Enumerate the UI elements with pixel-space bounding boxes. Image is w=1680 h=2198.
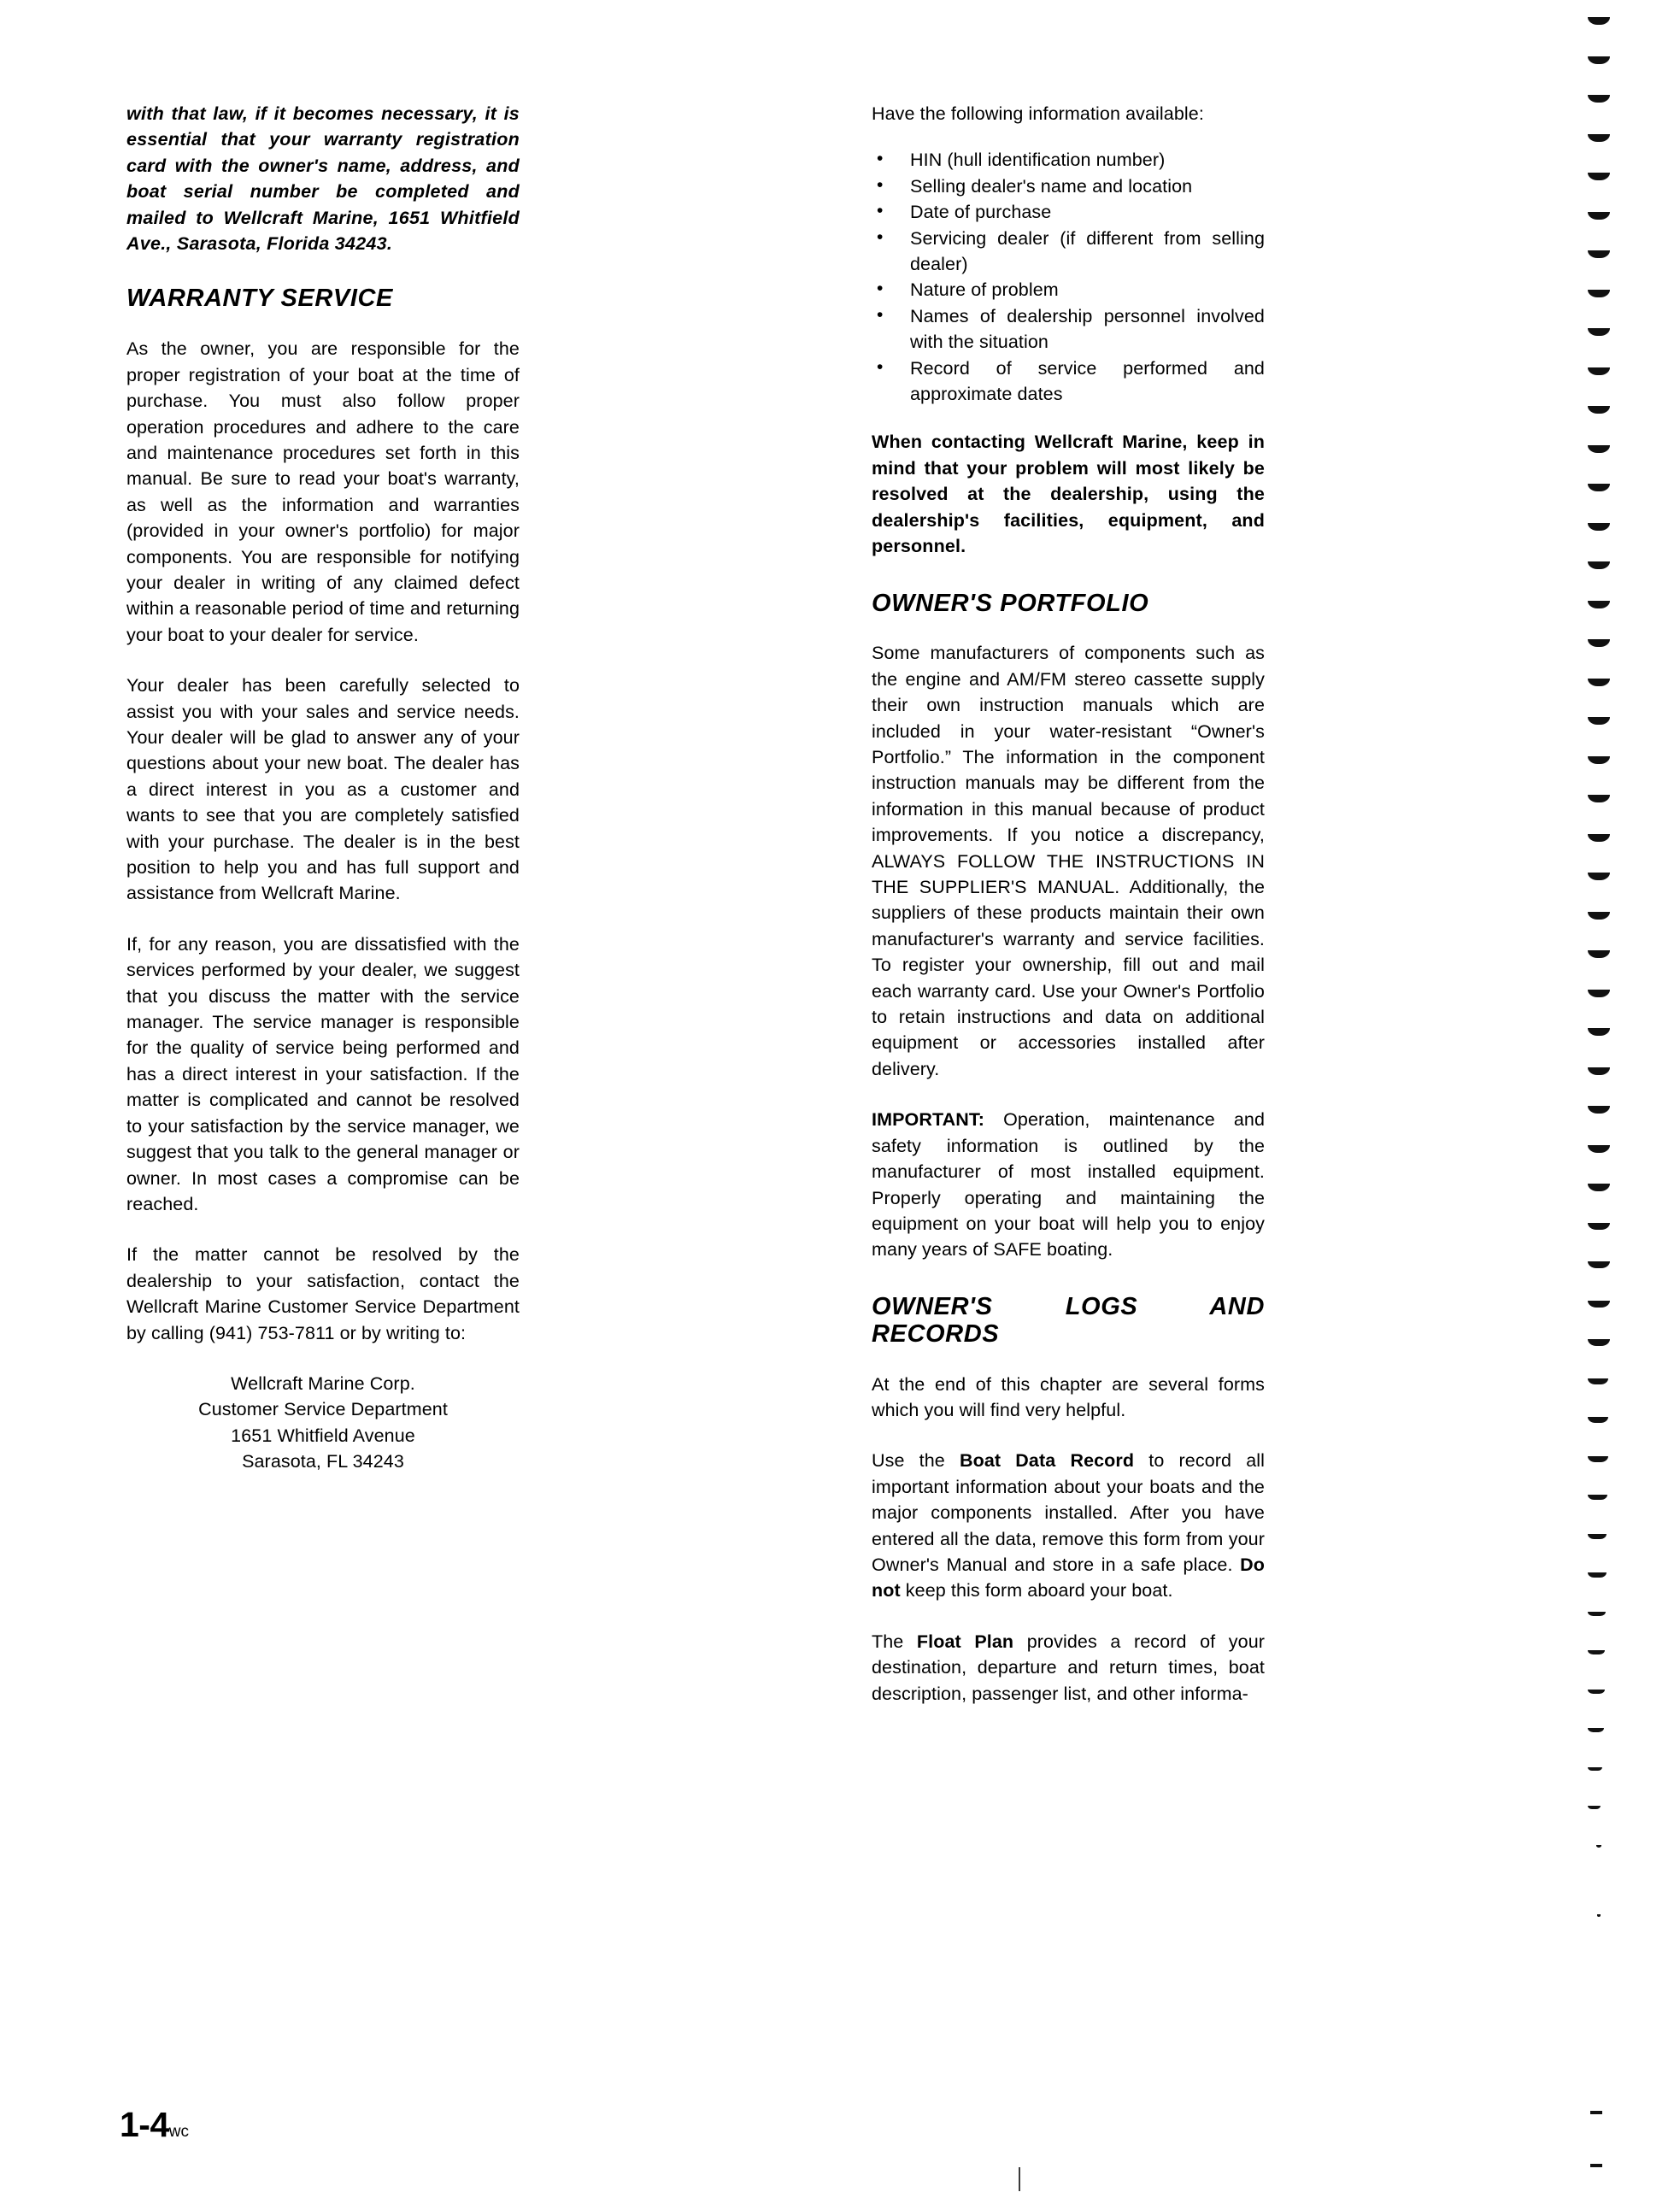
binding-hole-icon (1588, 1067, 1610, 1075)
binding-hole-icon (1588, 1339, 1610, 1346)
binding-hole-icon (1588, 601, 1610, 608)
float-plan-post: provides a record of your destination, departure and return times, boat description, passenger list, and other informa- (872, 1631, 1266, 1704)
address-line: 1651 Whitfield Avenue (231, 1425, 415, 1446)
binding-hole-icon (1588, 1572, 1607, 1578)
binding-hole-icon (1588, 56, 1610, 64)
binding-hole-icon (1588, 990, 1610, 997)
binding-hole-icon (1588, 1223, 1610, 1230)
binding-hole-icon (1590, 2111, 1602, 2114)
binding-hole-icon (1588, 523, 1610, 531)
binding-hole-icon (1588, 484, 1610, 491)
binding-hole-icon (1588, 873, 1610, 880)
binding-hole-icon (1588, 1728, 1604, 1732)
binding-hole-icon (1596, 1845, 1601, 1848)
binding-hole-icon (1597, 1914, 1601, 1917)
binding-hole-icon (1588, 1301, 1610, 1308)
binding-hole-icon (1588, 561, 1610, 569)
float-plan-pre: The (872, 1631, 917, 1652)
float-plan-paragraph (872, 1629, 1265, 1707)
binding-hole-icon (1588, 1261, 1610, 1268)
binding-hole-icon (1588, 834, 1610, 842)
heading-owners-portfolio: OWNER'S PORTFOLIO (872, 589, 1149, 617)
binding-hole-icon (1588, 639, 1610, 647)
boat-data-pre: Use the (872, 1450, 960, 1472)
list-item: • Servicing dealer (if different from selling dealer) (872, 226, 1265, 278)
binding-hole-icon (1588, 367, 1610, 375)
do-not-emphasis: Do not (872, 1554, 1265, 1601)
binding-hole-icon (1588, 134, 1610, 142)
binding-hole-icon (1588, 1767, 1602, 1771)
binding-hole-icon (1590, 2164, 1602, 2167)
binding-hole-icon (1588, 173, 1610, 180)
binding-hole-icon (1588, 17, 1610, 25)
list-item: • Names of dealership personnel involved with the situation (872, 303, 1265, 356)
binding-hole-icon (1588, 1612, 1606, 1616)
binding-hole-icon (1588, 328, 1610, 336)
binding-hole-icon (1588, 1650, 1605, 1654)
heading-owners-logs-and-records: OWNER'S LOGS AND RECORDS (872, 1292, 1265, 1348)
boat-data-record-paragraph (872, 1448, 1265, 1603)
binding-hole-icon (1588, 756, 1610, 764)
important-text: Operation, maintenance and safety information is outlined by the manufacturer of most installed equipment. Properly operating and maintaining the equipment on your boat will help you to enjoy many years of SAFE boating. (872, 1109, 1265, 1261)
folio-suffix: wc (168, 2123, 189, 2141)
right-text-column (872, 101, 1265, 1731)
binding-hole-icon (1588, 795, 1610, 802)
binding-hole-icon (1588, 1806, 1601, 1809)
binding-hole-icon (1588, 1495, 1607, 1500)
binding-hole-icon (1588, 212, 1610, 220)
continued-paragraph: with that law, if it becomes necessary, it is essential that your warranty registration card with the owner's name, address, and boat serial number be completed and mailed to Wellcraft Marine, 1651 Whitfield Ave., Sarasota, Florida 34243. (126, 103, 520, 255)
address-line: Wellcraft Marine Corp. (231, 1372, 415, 1394)
important-label: IMPORTANT: (872, 1109, 984, 1131)
address-line: Customer Service Department (198, 1399, 448, 1420)
important-paragraph (872, 1107, 1265, 1262)
warranty-paragraph-1: As the owner, you are responsible for the proper registration of your boat at the time of purchase. You must also follow proper operation procedures and adhere to the care and maintenance procedures set forth in this manual. Be sure to read your boat's warranty, as well as the information and warranties (provided in your owner's portfolio) for major components. You are responsible for notifying your dealer in writing of any claimed defect within a reasonable period of time and returning your boat to your dealer for service. (126, 338, 520, 645)
binding-hole-icon (1588, 250, 1610, 258)
binding-hole-icon (1588, 717, 1610, 725)
spiral-binding-marks (1564, 0, 1680, 2198)
customer-service-address-block (126, 1371, 520, 1475)
boat-data-record-label: Boat Data Record (960, 1450, 1135, 1472)
binding-hole-icon (1588, 1145, 1610, 1153)
warranty-paragraph-4: If the matter cannot be resolved by the dealership to your satisfaction, contact the Wellcraft Marine Customer Service Department by calling (941) 753-7811 or by writing to: (126, 1244, 520, 1343)
warranty-paragraph-3: If, for any reason, you are dissatisfied with the services performed by your dealer, we suggest that you discuss the matter with the service manager. The service manager is responsible for the quality of service being performed and has a direct interest in your satisfaction. If the matter is complicated and cannot be resolved to your satisfaction by the service manager, we suggest that you talk to the general manager or owner. In most cases a compromise can be reached. (126, 933, 520, 1214)
binding-hole-icon (1588, 1534, 1607, 1539)
address-line: Sarasota, FL 34243 (242, 1451, 404, 1472)
page-number (120, 2105, 189, 2145)
binding-hole-icon (1588, 679, 1610, 686)
binding-hole-icon (1588, 1378, 1608, 1384)
heading-warranty-service: WARRANTY SERVICE (126, 285, 393, 313)
binding-hole-icon (1588, 1690, 1605, 1694)
list-item: • Record of service performed and approximate dates (872, 356, 1265, 408)
list-item: • Date of purchase (872, 199, 1265, 225)
boat-data-mid: to record all important information about your boats and the major components installed. After you have entered all the data, remove this form from your Owner's Manual and store in a safe place. (872, 1450, 1266, 1575)
binding-hole-icon (1588, 406, 1610, 414)
binding-hole-icon (1588, 1106, 1610, 1114)
binding-hole-icon (1588, 1184, 1610, 1191)
owners-logs-paragraph: At the end of this chapter are several forms which you will find very helpful. (872, 1373, 1265, 1420)
registration-tick-mark (1019, 2167, 1020, 2191)
float-plan-label: Float Plan (916, 1631, 1014, 1652)
binding-hole-icon (1588, 1417, 1608, 1423)
binding-hole-icon (1588, 1028, 1610, 1036)
folio-number: 1-4 (120, 2105, 169, 2144)
warranty-paragraph-2: Your dealer has been carefully selected to assist you with your sales and service needs. Your dealer will be glad to answer any of your questions about your new boat. The dealer has a direct interest in you as a customer and wants to see that you are completely satisfied with your purchase. The dealer is in the best position to help you and has full support and assistance from Wellcraft Marine. (126, 675, 520, 904)
binding-hole-icon (1588, 95, 1610, 103)
have-information-intro: Have the following information available: (872, 103, 1204, 124)
binding-hole-icon (1588, 950, 1610, 958)
left-text-column (126, 101, 520, 1475)
boat-data-post: keep this form aboard your boat. (900, 1580, 1173, 1601)
required-information-list (872, 147, 1265, 407)
binding-hole-icon (1588, 912, 1610, 920)
binding-hole-icon (1588, 290, 1610, 297)
binding-hole-icon (1588, 445, 1610, 453)
owners-portfolio-paragraph: Some manufacturers of components such as the engine and AM/FM stereo cassette supply their own instruction manuals which are included in your water-resistant “Owner's Portfolio.” The information in the component instruction manuals may be different from the information in this manual because of product improvements. If you notice a discrepancy, ALWAYS FOLLOW THE INSTRUCTIONS IN THE SUPPLIER'S MANUAL. Additionally, the suppliers of these products maintain their own manufacturer's warranty and service facilities. To register your ownership, fill out and mail each warranty card. Use your Owner's Portfolio to retain instructions and data on additional equipment or accessories installed after delivery. (872, 643, 1265, 1079)
list-item: • Selling dealer's name and location (872, 173, 1265, 199)
list-item: • Nature of problem (872, 277, 1265, 303)
list-item: • HIN (hull identification number) (872, 147, 1265, 173)
contacting-wellcraft-notice: When contacting Wellcraft Marine, keep in mind that your problem will most likely be resolved at the dealership, using the dealership's facilities, equipment, and personnel. (872, 432, 1265, 557)
binding-hole-icon (1588, 1456, 1608, 1462)
